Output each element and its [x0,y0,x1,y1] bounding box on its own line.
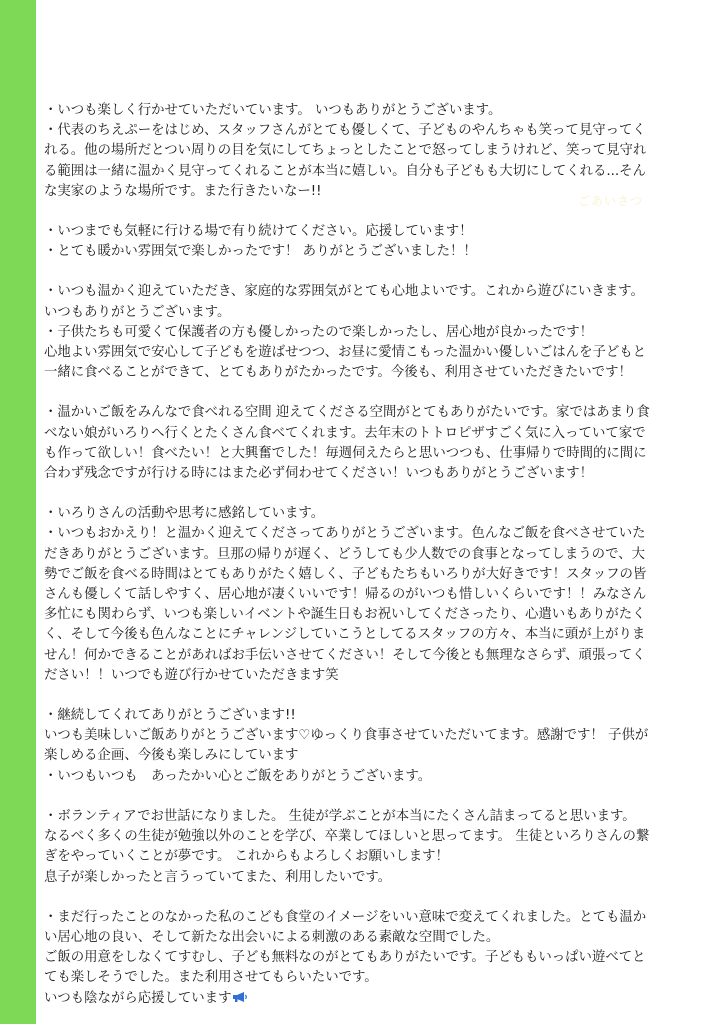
comment-text: ・代表のちえぷーをはじめ、スタッフさんがとても優しくて、子どものやんちゃも笑って見守ってく [44,123,646,139]
comment-line [44,928,712,948]
comment-line [44,585,712,605]
comment-text: ・温かいご飯をみんなで食べれる空間 迎えてくださる空間がとてもありがたいです。家ではあまり食 [44,405,650,421]
comment-block [44,101,712,202]
comment-line [44,121,712,141]
comment-text: ご飯の用意をしなくてすむし、子ども無料なのがとてもありがたいです。子どももいっぱい遊べてと [44,950,646,966]
comment-block [44,908,712,1009]
comment-line [44,464,712,484]
comment-line [44,847,712,867]
comment-text: ぎをやっていくことが夢です。 これからもよろしくお願いします！ [44,849,449,865]
comment-line [44,504,712,524]
comment-text: 息子が楽しかったと言うっていてまた、利用したいです。 [44,869,392,885]
comment-line [44,565,712,585]
comment-line [44,827,712,847]
comment-text: い居心地の良い、そして新たな出会いによる刺激のある素敵な空間でした。 [44,929,500,945]
comment-line [44,908,712,928]
comment-text: ださい！！いつでも遊び行かせていただきます笑 [44,667,339,683]
comment-text: さんも優しくて話しやすく、居心地が凄くいいです！帰るのがいつも惜しいくらいです！！みなさん [44,587,647,603]
comment-line [44,242,712,262]
comment-text: ・いろりさんの活動や思考に感銘しています。 [44,506,325,522]
comment-text: ・とても暖かい雰囲気で楽しかったです！ ありがとうございました！！ [44,244,477,260]
comment-text: ・いつもおかえり！と温かく迎えてくださってありがとうございます。色んなご飯を食べさせていた [44,526,646,542]
comment-line [44,545,712,565]
comment-text: ・ボランティアでお世話になりました。 生徒が学ぶことが本当にたくさん詰まってると思います。 [44,808,636,824]
comment-text: 勢でご飯を食べる時間はとてもありがたく嬉しく、子どもたちもいろりが大好きです！スタッフの皆 [44,566,647,582]
comment-block [44,504,712,686]
comment-line [44,746,712,766]
comment-line [44,605,712,625]
watermark-text: ごあいさつ [578,194,644,208]
comment-line [44,141,712,161]
comment-text: 一緒に食べることができて、とてもありがたかったです。今後も、利用させていただきたいです！ [44,365,632,381]
comment-text: せん！何かできることがあればお手伝いさせてください！そして今後とも無理なさらず、頑張ってく [44,647,646,663]
comment-line [44,968,712,988]
megaphone-icon [232,990,248,1002]
comment-text: ・いつも楽しく行かせていただいています。 いつもありがとうございます。 [44,103,502,118]
comment-block [44,807,712,888]
comment-text: いつもありがとうございます。 [44,304,231,320]
comment-line [44,625,712,645]
comment-text: ・いつも温かく迎えていただき、家庭的な雰囲気がとても心地よいです。これから遊びにいきます。 [44,284,644,300]
comment-text: 楽しめる企画、今後も楽しみにしています [44,748,299,764]
comment-text: る範囲は一緒に温かく見守ってくれることが本当に嬉しい。自分も子どもも大切にしてくれる...そん [44,163,646,179]
comment-text: なるべく多くの生徒が勉強以外のことを学び、卒業してほしいと思ってます。 生徒といろりさんの繋 [44,829,650,845]
comment-line [44,646,712,666]
comment-line [44,182,712,202]
comment-line [44,162,712,182]
comment-line [44,323,712,343]
comment-line [44,524,712,544]
comments-body [44,101,712,1029]
comment-line [44,989,712,1009]
comment-block [44,222,712,262]
comment-line [44,767,712,787]
comment-line [44,222,712,242]
comment-text: れる。他の場所だとつい周りの目を気にしてちょっとしたことで怒ってしまうけれど、笑って見守れ [44,143,647,159]
comment-text: ても楽しそうでした。また利用させてもらいたいです。 [44,970,378,986]
comment-line [44,343,712,363]
comment-line [44,666,712,686]
left-accent-bar [0,0,36,1024]
comment-line [44,726,712,746]
comment-text: ・まだ行ったことのなかった私のこども食堂のイメージをいい意味で変えてくれました。とても温か [44,909,647,925]
comment-line [44,303,712,323]
comment-text: いつも陰ながら応援しています [44,990,232,1006]
comment-line [44,868,712,888]
comment-line [44,363,712,383]
comment-line [44,101,712,121]
comment-block [44,282,712,383]
comment-line [44,444,712,464]
comment-text: な実家のような場所です。また行きたいなー!! [44,183,322,199]
comment-text: 合わず残念ですが行ける時にはまた必ず伺わせてください！いつもありがとうございます！ [44,466,594,482]
comment-line [44,282,712,302]
comment-text: ・子供たちも可愛くて保護者の方も優しかったので楽しかったし、居心地が良かったです！ [44,324,594,340]
comment-text: ・継続してくれてありがとうございます!! [44,708,296,724]
comment-text: く、そして今後も色んなことにチャレンジしていこうとしてるスタッフの方々、本当に頭が上がりま [44,627,646,643]
comment-text: 心地よい雰囲気で安心して子どもを遊ばせつつ、お昼に愛情こもった温かい優しいごはんを子どもと [44,345,647,361]
comment-text: だきありがとうございます。旦那の帰りが遅く、どうしても少人数での食事となってしまうので、大 [44,546,645,562]
comment-line [44,706,712,726]
comment-line [44,403,712,423]
comment-text: いつも美味しいご飯ありがとうございます♡ゆっくり食事させていただいてます。感謝です！ 子供が [44,728,649,744]
comment-block [44,706,712,787]
comment-block [44,403,712,484]
comment-text: ・いつまでも気軽に行ける場で有り続けてください。応援しています！ [44,224,473,240]
comment-text: べない娘がいろりへ行くとたくさん食べてくれます。去年末のトトロピザすごく気に入っていて家で [44,425,646,441]
comment-line [44,948,712,968]
comment-text: 多忙にも関わらず、いつも楽しいイベントや誕生日もお祝いしてくださったり、心遣いもありがたく [44,607,646,623]
comment-text: も作って欲しい！食べたい！と大興奮でした！毎週伺えたらと思いつつも、仕事帰りで時間的に間に [44,445,647,461]
comment-line [44,424,712,444]
comment-text: ・いつもいつも あったかい心とご飯をありがとうございます。 [44,768,432,784]
comment-line [44,807,712,827]
